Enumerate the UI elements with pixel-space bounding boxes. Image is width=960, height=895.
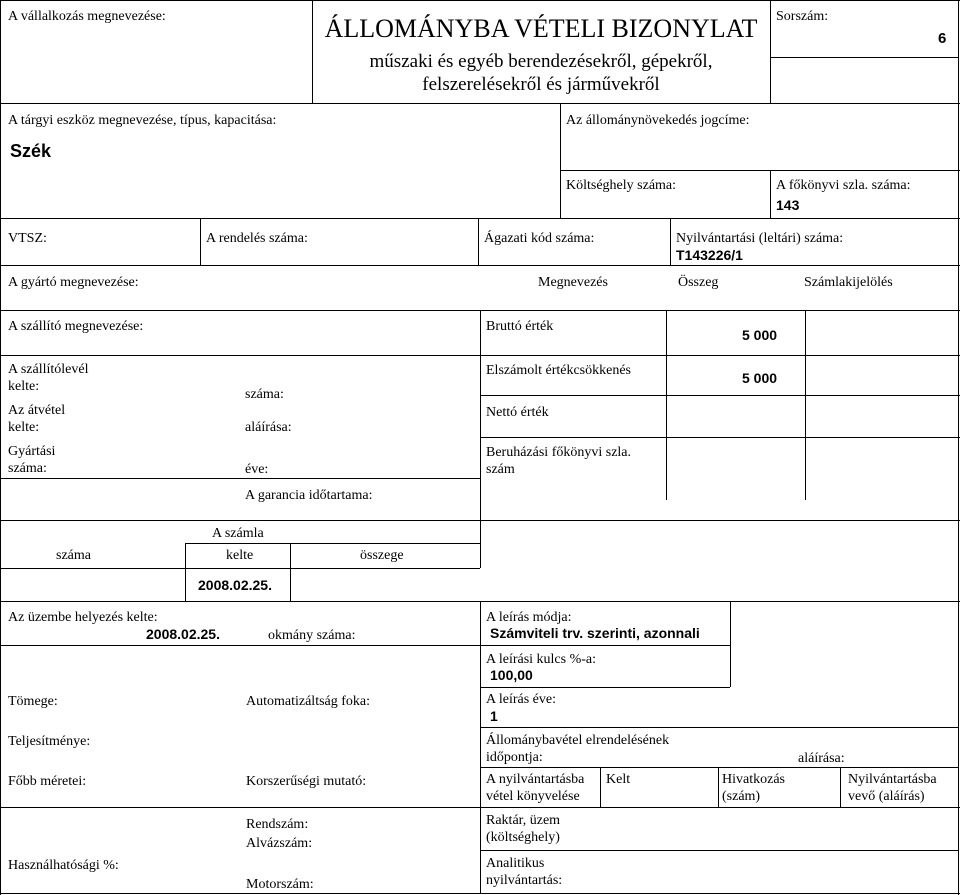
performance-label: Teljesítménye: <box>8 734 91 749</box>
takeover-signature-label: aláírása: <box>245 420 292 435</box>
booking-date-header: Kelt <box>606 772 631 787</box>
rule <box>0 103 960 104</box>
rule <box>666 310 667 500</box>
rule <box>770 57 958 58</box>
depreciation-method-label: A leírás módja: <box>486 610 572 625</box>
vtsz-label: VTSZ: <box>8 231 47 246</box>
rule <box>0 265 960 266</box>
investment-account-label: Beruházási főkönyvi szla. szám <box>486 445 632 477</box>
rule <box>185 543 186 601</box>
form-subtitle-line-2: felszerelésekről és járművekről <box>422 74 660 95</box>
manufacturer-label: A gyártó megnevezése: <box>8 275 139 290</box>
rule <box>840 767 841 807</box>
automation-label: Automatizáltság foka: <box>246 694 371 709</box>
rule <box>770 170 771 218</box>
inventory-number-value: T143226/1 <box>676 247 743 263</box>
invoice-date-header: kelte <box>226 548 254 563</box>
rule <box>480 645 730 646</box>
form-title: ÁLLOMÁNYBA VÉTELI BIZONYLAT <box>324 14 758 43</box>
chassis-number-label: Alvázszám: <box>246 836 313 851</box>
order-signature-label: aláírása: <box>798 751 845 766</box>
rule <box>0 520 960 521</box>
depreciation-method-value: Számviteli trv. szerinti, azonnali <box>490 625 700 641</box>
rule <box>958 0 959 895</box>
rule <box>480 687 730 688</box>
column-name-header: Megnevezés <box>538 275 608 290</box>
increase-title-label: Az állománynövekedés jogcíme: <box>566 113 750 128</box>
serial-number-label: Sorszám: <box>776 9 829 24</box>
rule <box>0 355 960 356</box>
rule <box>600 767 601 807</box>
order-date-label: Állománybavétel elrendelésének időpontja: <box>486 733 670 765</box>
net-value-amount: 5 000 <box>742 370 778 386</box>
booking-reference-header: Hivatkozás (szám) <box>722 772 785 804</box>
column-account-header: Számlakijelölés <box>804 275 893 290</box>
rule <box>0 478 480 479</box>
invoice-total-header: összege <box>360 548 404 563</box>
gross-value-label: Bruttó érték <box>486 319 554 334</box>
rule <box>480 310 481 568</box>
net-value-label: Nettó érték <box>486 405 549 420</box>
ledger-account-value: 143 <box>776 197 800 213</box>
serial-number-value: 6 <box>938 30 947 47</box>
rule <box>200 218 201 265</box>
rule <box>0 568 480 569</box>
rule <box>480 767 958 768</box>
rule <box>480 437 960 438</box>
rule <box>478 218 479 265</box>
warranty-label: A garancia időtartama: <box>245 488 373 503</box>
rule <box>560 103 561 218</box>
rule <box>730 645 731 687</box>
inventory-number-label: Nyilvántartási (leltári) száma: <box>676 231 844 246</box>
asset-name-value: Szék <box>10 141 52 161</box>
depreciation-rate-value: 100,00 <box>490 667 533 683</box>
rule <box>0 893 960 894</box>
rule <box>730 601 731 645</box>
rule <box>0 218 960 219</box>
booking-label: A nyilvántartásba vétel könyvelése <box>486 772 585 804</box>
rule <box>0 645 480 646</box>
invoice-date-value: 2008.02.25. <box>198 577 272 593</box>
commissioning-date-value: 2008.02.25. <box>146 626 220 642</box>
serial-no-label: Gyártási száma: <box>8 444 56 476</box>
manufacture-year-label: éve: <box>245 462 269 477</box>
depreciation-year-label: A leírás éve: <box>486 692 556 707</box>
column-amount-header: Összeg <box>678 275 719 290</box>
rule <box>0 807 960 808</box>
rule <box>805 310 806 500</box>
warehouse-label: Raktár, üzem (költséghely) <box>486 813 561 845</box>
rule <box>480 395 960 396</box>
rule <box>718 767 719 807</box>
company-name-label: A vállalkozás megnevezése: <box>8 9 166 24</box>
rule <box>0 0 960 1</box>
depreciation-year-value: 1 <box>490 708 498 724</box>
booking-recorder-header: Nyilvántartásba vevő (aláírás) <box>848 772 937 804</box>
document-number-label: okmány száma: <box>268 628 356 643</box>
cost-center-label: Költséghely száma: <box>566 178 677 193</box>
order-number-label: A rendelés száma: <box>206 231 308 246</box>
ledger-account-label: A főkönyvi szla. száma: <box>776 178 911 193</box>
commissioning-date-label: Az üzembe helyezés kelte: <box>8 610 158 625</box>
invoice-number-header: száma <box>56 548 91 563</box>
analytic-records-label: Analitikus nyilvántartás: <box>486 856 563 888</box>
depreciation-rate-label: A leírási kulcs %-a: <box>486 652 597 667</box>
rule <box>0 0 1 895</box>
gross-value-amount: 5 000 <box>742 327 778 343</box>
weight-label: Tömege: <box>8 694 58 709</box>
takeover-date-label: Az átvétel kelte: <box>8 403 66 435</box>
supplier-label: A szállító megnevezése: <box>8 319 144 334</box>
rule <box>480 727 958 728</box>
rule <box>770 0 771 103</box>
rule <box>290 543 291 601</box>
rule <box>185 543 480 544</box>
rule <box>560 170 960 171</box>
depreciation-accounted-label: Elszámolt értékcsökkenés <box>486 363 632 378</box>
delivery-note-date-label: A szállítólevél kelte: <box>8 362 89 394</box>
invoice-header: A számla <box>212 526 264 541</box>
engine-number-label: Motorszám: <box>246 877 314 892</box>
delivery-note-number-label: száma: <box>245 387 284 402</box>
asset-name-label: A tárgyi eszköz megnevezése, típus, kapacitása: <box>8 113 277 128</box>
form-subtitle-line-1: műszaki és egyéb berendezésekről, gépekről, <box>369 51 713 72</box>
modernity-label: Korszerűségi mutató: <box>246 774 367 789</box>
plate-number-label: Rendszám: <box>246 817 309 832</box>
sector-code-label: Ágazati kód száma: <box>484 231 595 246</box>
rule <box>480 850 958 851</box>
dimensions-label: Főbb méretei: <box>8 774 87 789</box>
rule <box>670 218 671 265</box>
usability-label: Használhatósági %: <box>8 858 119 873</box>
